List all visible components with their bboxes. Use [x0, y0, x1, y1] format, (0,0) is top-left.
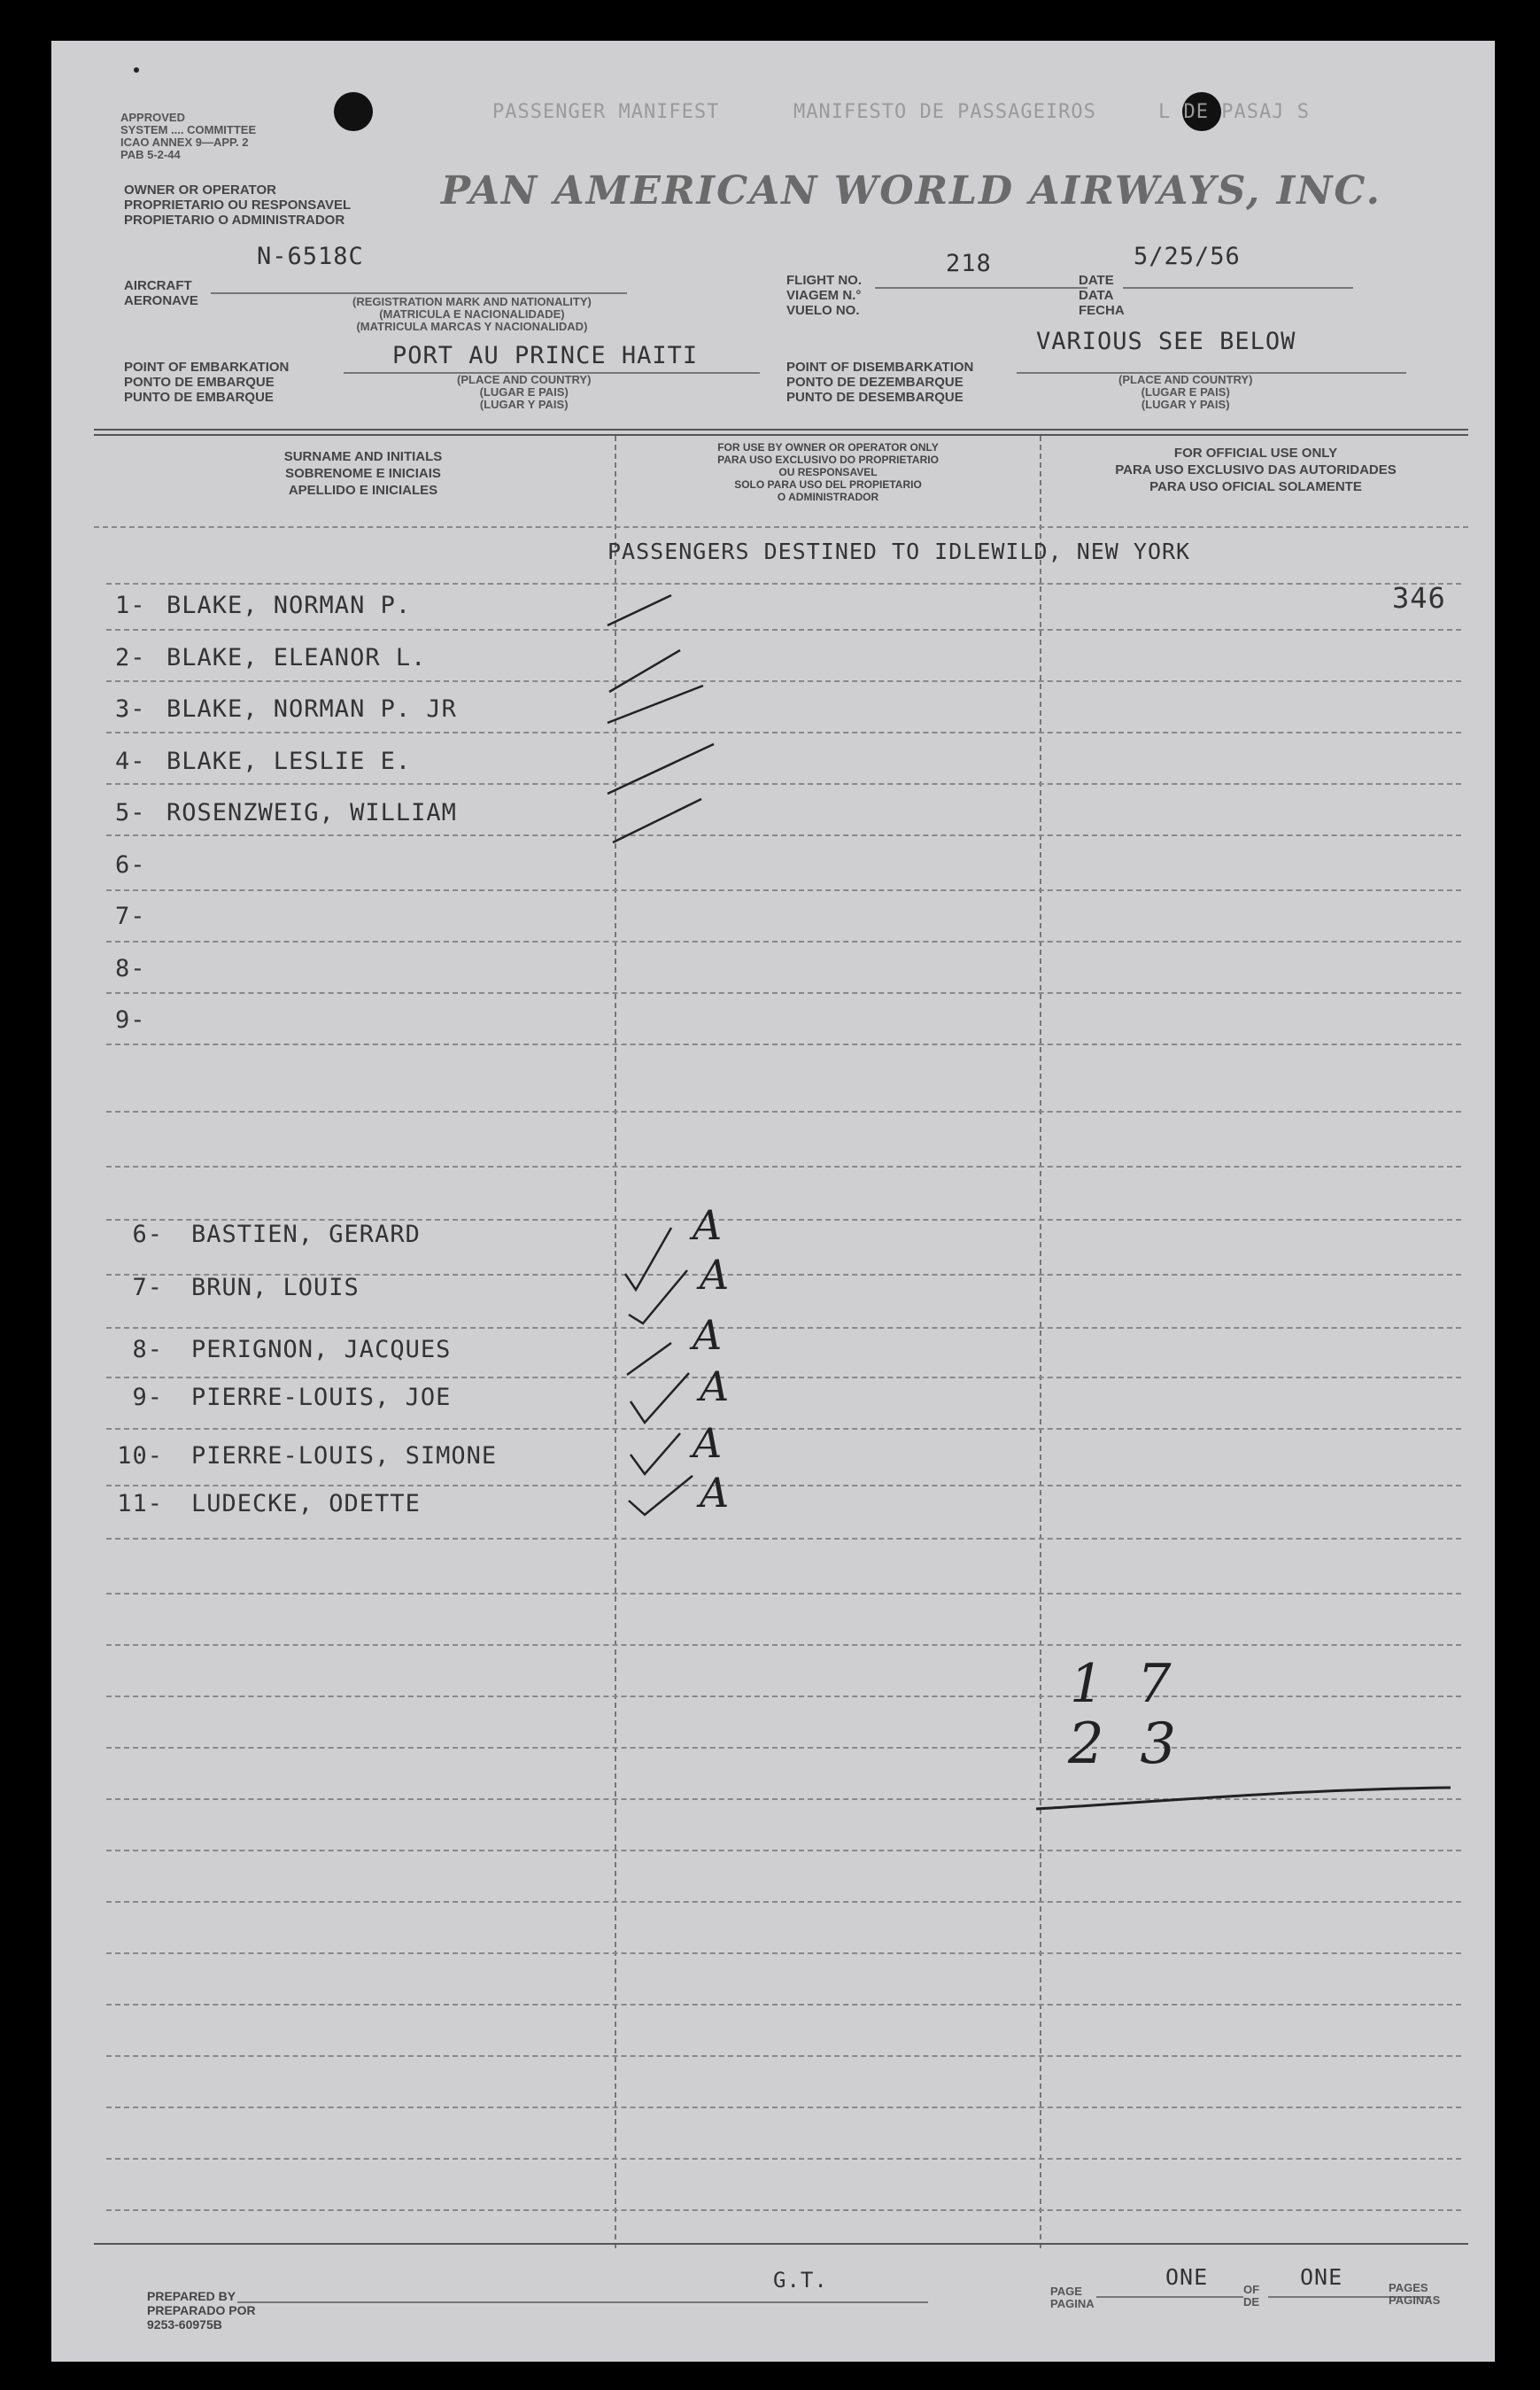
disembark-labels: POINT OF DISEMBARKATION PONTO DE DEZEMBARQUE PUNTO DE DESEMBARQUE — [786, 360, 974, 405]
passenger-number: 4- — [115, 747, 146, 775]
passenger-name: BLAKE, NORMAN P. — [166, 592, 412, 619]
title-en: PASSENGER MANIFEST — [492, 101, 720, 123]
passenger-number: 8- — [115, 954, 146, 982]
destination-note: PASSENGERS DESTINED TO IDLEWILD, NEW YORK — [607, 539, 1191, 564]
passenger-number: 6- — [115, 850, 146, 879]
prepared-value: G.T. — [773, 2268, 828, 2293]
check-mark — [629, 1476, 693, 1515]
pages-labels: PAGES PAGINAS — [1389, 2281, 1441, 2307]
passenger-number: 9- — [115, 1006, 146, 1034]
disembark-place-notes: (PLACE AND COUNTRY) (LUGAR E PAIS) (LUGAR Y PAIS) — [1118, 373, 1253, 411]
owner-labels: OWNER OR OPERATOR PROPRIETARIO OU RESPONSAVEL PROPIETARIO O ADMINISTRADOR — [124, 182, 352, 228]
page-underline — [1096, 2296, 1243, 2298]
title-pt: MANIFESTO DE PASSAGEIROS — [793, 101, 1096, 123]
check-marks — [51, 41, 1495, 2362]
embark-value: PORT AU PRINCE HAITI — [392, 342, 699, 369]
passenger-name: PIERRE-LOUIS, JOE — [191, 1384, 452, 1411]
passenger-name: PERIGNON, JACQUES — [191, 1336, 452, 1363]
a-mark: A — [700, 1362, 730, 1410]
col-head-official-use: FOR OFFICIAL USE ONLY PARA USO EXCLUSIVO DAS AUTORIDADES PARA USO OFICIAL SOLAMENTE — [1115, 446, 1397, 494]
prepared-labels: PREPARED BY PREPARADO POR 9253-60975B — [147, 2289, 256, 2332]
group2-checks — [625, 1228, 693, 1515]
company-name: PAN AMERICAN WORLD AIRWAYS, INC. — [441, 168, 1381, 213]
passenger-name: PIERRE-LOUIS, SIMONE — [191, 1442, 498, 1470]
passenger-name: BLAKE, NORMAN P. JR — [166, 695, 457, 723]
prepared-underline — [237, 2301, 928, 2303]
tally-top: 1 7 — [1070, 1653, 1172, 1715]
embark-labels: POINT OF EMBARKATION PONTO DE EMBARQUE PUNTO DE EMBARQUE — [124, 360, 290, 405]
check-mark — [631, 1373, 689, 1423]
passenger-number: 9- — [132, 1384, 163, 1411]
check-mark — [607, 595, 671, 625]
a-mark: A — [693, 1201, 723, 1249]
check-mark — [625, 1228, 671, 1290]
passenger-number: 5- — [115, 799, 146, 826]
embark-place-notes: (PLACE AND COUNTRY) (LUGAR E PAIS) (LUGAR Y PAIS) — [457, 373, 592, 411]
passenger-number: 10- — [117, 1442, 163, 1470]
passenger-name: BRUN, LOUIS — [191, 1274, 360, 1301]
passenger-number: 11- — [117, 1490, 163, 1517]
passenger-number: 3- — [115, 695, 146, 723]
check-mark — [607, 744, 714, 794]
check-mark — [613, 799, 701, 842]
check-mark — [627, 1343, 671, 1375]
page-value: ONE — [1165, 2264, 1209, 2290]
tally-bottom: 2 3 — [1068, 1711, 1177, 1777]
passenger-number: 2- — [115, 643, 146, 671]
a-mark: A — [693, 1419, 723, 1467]
flight-labels: FLIGHT NO. VIAGEM N.° VUELO NO. — [786, 273, 862, 318]
passenger-name: BLAKE, LESLIE E. — [166, 747, 412, 775]
group1-checks — [607, 595, 714, 842]
a-mark: A — [700, 1469, 730, 1517]
col-head-surname: SURNAME AND INITIALS SOBRENOME E INICIAIS APELLIDO E INICIALES — [283, 449, 443, 498]
check-mark — [631, 1433, 680, 1474]
approval-block: APPROVED SYSTEM .... COMMITTEE ICAO ANNEX 9—APP. 2 PAB 5-2-44 — [120, 111, 257, 161]
registration-notes: (REGISTRATION MARK AND NATIONALITY) (MATRICULA E NACIONALIDADE) (MATRICULA MARCAS Y NACIONALIDAD) — [352, 295, 592, 333]
of-labels: OF DE — [1243, 2283, 1260, 2309]
col-head-owner-use: FOR USE BY OWNER OR OPERATOR ONLY PARA USO EXCLUSIVO DO PROPRIETARIO OU RESPONSAVEL SOLO PARA USO DEL PROPIETARIO O ADMINISTRADOR — [717, 441, 939, 503]
check-mark — [629, 1270, 687, 1323]
passenger-name: BASTIEN, GERARD — [191, 1221, 421, 1248]
disembark-value: VARIOUS SEE BELOW — [1036, 328, 1296, 355]
check-mark — [607, 686, 703, 723]
passenger-number: 6- — [132, 1221, 163, 1248]
aircraft-value: N-6518C — [257, 243, 364, 270]
passenger-name: LUDECKE, ODETTE — [191, 1490, 421, 1517]
pages-value: ONE — [1300, 2264, 1343, 2290]
tally-underline — [1025, 1768, 1468, 1821]
check-mark — [609, 650, 680, 692]
title-es: L DE PASAJ S — [1158, 101, 1310, 123]
official-mark: 346 — [1392, 581, 1446, 615]
date-labels: DATE DATA FECHA — [1079, 273, 1125, 318]
a-mark: A — [693, 1311, 723, 1359]
passenger-name: BLAKE, ELEANOR L. — [166, 643, 427, 671]
passenger-number: 7- — [115, 903, 146, 930]
aircraft-labels: AIRCRAFT AERONAVE — [124, 278, 198, 308]
date-value: 5/25/56 — [1134, 243, 1241, 270]
page-labels: PAGE PAGINA — [1050, 2285, 1095, 2310]
passenger-number: 1- — [115, 592, 146, 619]
table-bottom-rule — [94, 2243, 1468, 2245]
a-mark: A — [700, 1251, 730, 1299]
flight-value: 218 — [946, 250, 992, 277]
passenger-number: 7- — [132, 1274, 163, 1301]
passenger-name: ROSENZWEIG, WILLIAM — [166, 799, 457, 826]
passenger-number: 8- — [132, 1336, 163, 1363]
manifest-sheet — [51, 41, 1495, 2362]
